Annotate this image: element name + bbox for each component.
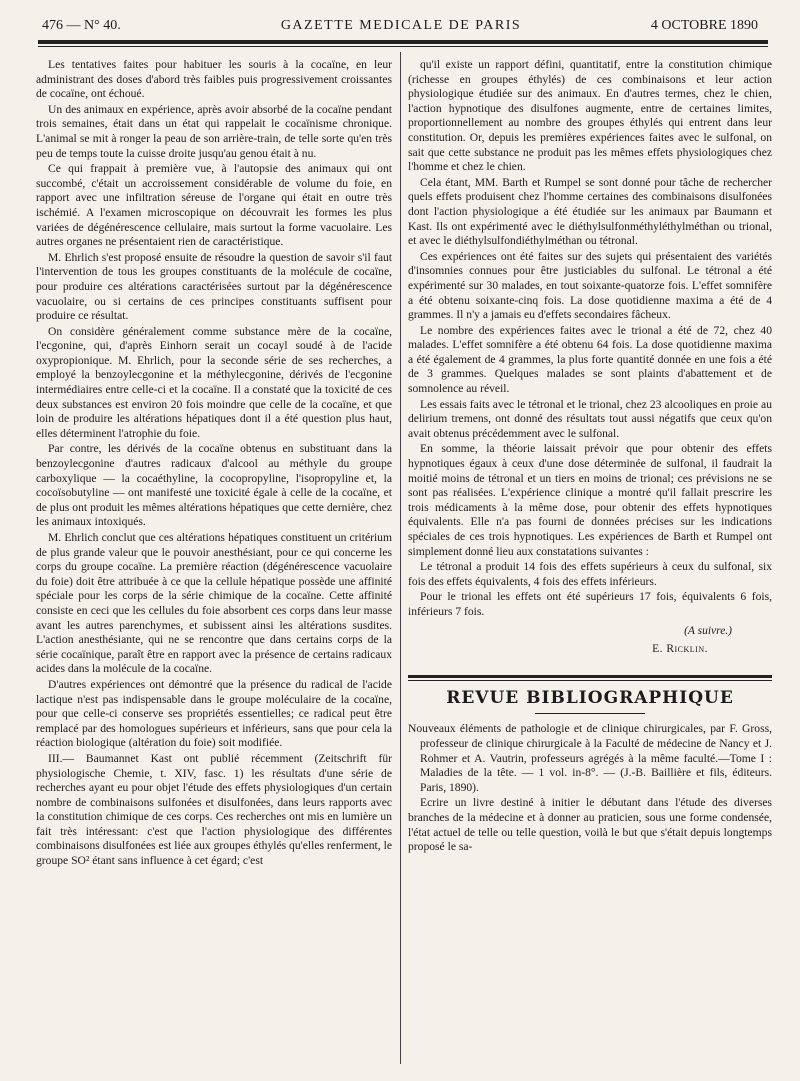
paragraph: qu'il existe un rapport défini, quantitatif, entre la constitution chimique (richesse en groupes éthylés) de ces combinaisons et leur action physiologique étudiée sur des animaux. En d'autres termes, chez le chien, l'action hypnotique des disulfones augmente, entre de certaines limites, proportionnellement au nombre des groupes éthylés qui entrent dans leur constitution. Or, depuis les premières expériences faites avec le sulfonal, on sait que cette substance ne produit pas les mêmes effets physiologiques chez l'homme et chez le chien.	[408, 58, 772, 174]
header-rule-thin	[38, 46, 768, 47]
paragraph: Ces expériences ont été faites sur des sujets qui présentaient des variétés d'insomnies connues pour être justiciables du sulfonal. Le tétronal a été expérimenté sur 30 malades, en tout soixante-quatorze fois. L'effet somnifère a été obtenu soixante-cinq fois. La dose quotidienne maxima a été de 4 grammes. Il n'y a jamais eu d'effets secondaires fâcheux.	[408, 249, 772, 322]
paragraph: Le nombre des expériences faites avec le trional a été de 72, chez 40 malades. L'effet somnifère a été obtenu 64 fois. La dose quotidienne maxima a été également de 4 grammes, la plus forte quantité donnée en une fois a été de 3 grammes. Quelques malades se sont plaints d'abattement et de somnolence au réveil.	[408, 323, 772, 396]
left-column	[36, 58, 392, 870]
issue-date: 4 OCTOBRE 1890	[650, 18, 758, 33]
right-column	[408, 58, 772, 856]
journal-title: GAZETTE MEDICALE DE PARIS	[280, 18, 522, 33]
paragraph: Ecrire un livre destiné à initier le débutant dans l'étude des diverses branches de la médecine et à donner au praticien, sous une forme condensée, l'état actuel de telle ou telle question, voilà le but que s'était depuis longtemps proposé le sa-	[408, 796, 772, 854]
paragraph: Un des animaux en expérience, après avoir absorbé de la cocaïne pendant trois semaines, était dans un état qui rappelait le cocaïnisme chronique. L'animal se mit à ronger la peau de son arrière-train, de telle sorte qu'en très peu de temps toute la cuisse droite jusqu'au genou était à nu.	[36, 102, 392, 160]
section-title-underline	[535, 713, 645, 714]
header-rule-thick	[38, 40, 768, 44]
paragraph: M. Ehrlich s'est proposé ensuite de résoudre la question de savoir s'il faut l'intervention de tous les groupes constituants de la molécule de cocaïne, pour produire ces altérations caractérisées surtout par la dégénérescence vacuolaire, ou si certains de ces principes constituants suffisent pour produire ce résultat.	[36, 250, 392, 323]
bibliography-entry: Nouveaux éléments de pathologie et de clinique chirurgicales, par F. Gross, professeur de clinique chirurgicale à la Faculté de médecine de Nancy et J. Rohmer et A. Vautrin, professeurs agrégés à la même faculté.—Tome I : Maladies de la tête. — 1 vol. in-8°. — (J.-B. Baillière et fils, éditeurs. Paris, 1890).	[408, 722, 772, 794]
section-rule-thick	[408, 675, 772, 678]
paragraph: III.— Baumannet Kast ont publié récemment (Zeitschrift für physiologische Chemie, t. XIV, fasc. 1) les résultats d'une série de recherches ayant eu pour objet l'étude des effets physiologiques d'un certain nombre de combinaisons sulfonées et disulfonées, dans leurs rapports avec la constitution chimique de ces corps. Ces recherches ont mis en lumière un fait très intéressant: c'est que l'action physiologique des différentes combinaisons disulfonées est liée aux groupes éthylés qu'elles renferment, le groupe SO² étant sans influence à cet égard; c'est	[36, 751, 392, 868]
paragraph: D'autres expériences ont démontré que la présence du radical de l'acide lactique n'est pas indispensable dans le groupe moléculaire de la cocaïne, pour que celle-ci conserve ses propriétés essentielles; ce radical peut être remplacé par des homologues supérieurs et inférieurs, sans que pour cela la réaction biologique (altération du foie) soit modifiée.	[36, 677, 392, 750]
paragraph: Cela étant, MM. Barth et Rumpel se sont donné pour tâche de rechercher quels effets produisent chez l'homme certaines des combinaisons disulfonées dont l'action physiologique a été étudiée sur les animaux par Baumann et Kast. Ils ont expérimenté avec le diéthylsulfonméthyléthylméthan ou trional, et avec le diéthylsulfondiéthylméthan ou tétronal.	[408, 175, 772, 248]
section-title: REVUE BIBLIOGRAPHIQUE	[446, 687, 734, 708]
section-rule-thin	[408, 680, 772, 681]
paragraph: On considère généralement comme substance mère de la cocaïne, l'ecgonine, qui, d'après Einhorn serait un cocayl soudé à de l'acide oxypropionique. M. Ehrlich, pour la seconde série de ses recherches, a employé la benzoylecgonine et la méthylecgonine, dérivés de l'ecgonine intermédiaires entre celle-ci et la cocaïne. Il a constaté que la toxicité de ces deux substances est environ 20 fois moindre que celle de la cocaïne, et que loin de produire les altérations hépatiques dont il a été question plus haut, elles déterminent l'atrophie du foie.	[36, 324, 392, 440]
paragraph: Par contre, les dérivés de la cocaïne obtenus en substituant dans la benzoylecgonine d'autres radicaux d'alcool au méthyle du groupe carboxylique — la cocaéthyline, la cocopropyline, l'isopropyline et, la cocoïsobutyline — ont manifesté une toxicité égale à celle de la cocaïne, et de plus ont produit les mêmes altérations hépatiques que cette dernière, chez les animaux intoxiqués.	[36, 442, 392, 529]
paragraph: Les tentatives faites pour habituer les souris à la cocaïne, en leur administrant des doses d'abord très faibles puis progressivement croissantes de cocaïne, ont échoué.	[36, 58, 392, 101]
paragraph: Ce qui frappait à première vue, à l'autopsie des animaux qui ont succombé, c'était un accroissement considérable de volume du foie, en rapport avec une infiltration séreuse de l'organe qui était en outre très ischémié. A l'examen microscopique on découvrait les formes les plus variées de dégénérescence cellulaire, mais surtout la forme vacuolaire. Les autres organes ne présentaient rien de caractéristique.	[36, 162, 392, 249]
paragraph: Pour le trional les effets ont été supérieurs 17 fois, équivalents 6 fois, inférieurs 7 fois.	[408, 590, 772, 618]
paragraph: Le tétronal a produit 14 fois des effets supérieurs à ceux du sulfonal, six fois des effets équivalents, 4 fois des effets inférieurs.	[408, 560, 772, 588]
paragraph: En somme, la théorie laissait prévoir que pour obtenir des effets hypnotiques égaux à ceux d'une dose déterminée de sulfonal, il faudrait la moitié moins de tétronal et un tiers en moins de trional; ces prévisions ne se sont pas réalisées. L'expérience clinique a montré qu'il fallait prescrire les trois médicaments à la même dose, pour obtenir des effets hypnotiques équivalents. Elle n'a pas fourni de données précises sur les indications spéciales de ces trois hypnotiques. Les expériences de Barth et Rumpel ont simplement donné lieu aux constatations suivantes :	[408, 442, 772, 558]
to-be-continued: (A suivre.)	[684, 624, 732, 637]
column-divider	[400, 52, 401, 1064]
paragraph: M. Ehrlich conclut que ces altérations hépatiques constituent un critérium de plus grande valeur que le pouvoir anesthésiant, pour ce qui concerne les corps du groupe cocaïne. La première réaction (dégénérescence vacuolaire du foie) doit être attribuée à ce que la cellule hépatique possède une affinité spéciale pour les corps de la série chimique de la cocaïne. Cette affinité consiste en ceci que les cellules du foie absorbent ces corps dans leur masse avant les autres parenchymes, et subissent ainsi les altérations susdites. L'action anesthésiante, qui ne se rencontre que dans certains corps de la série cocaïnique, paraît être en rapport avec la présence de certains radicaux acides dans la molécule de la cocaïne.	[36, 531, 392, 676]
page-number: 476 — N° 40.	[42, 18, 121, 33]
paragraph: Les essais faits avec le tétronal et le trional, chez 23 alcooliques en proie au delirium tremens, ont donné des résultats tout aussi négatifs que ceux qu'on avait obtenus précédemment avec le sulfonal.	[408, 397, 772, 440]
page-header	[38, 14, 764, 38]
bibliography-section	[408, 675, 772, 855]
article-author: E. Ricklin.	[652, 643, 708, 656]
